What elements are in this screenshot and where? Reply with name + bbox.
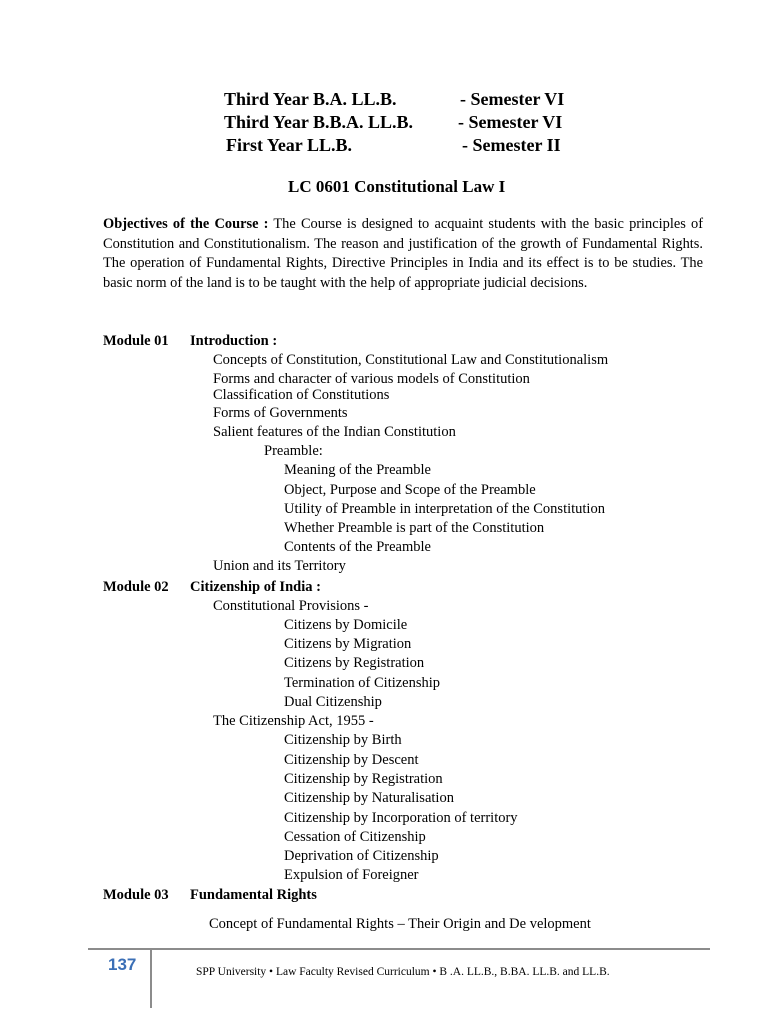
module-02-number: Module 02: [103, 579, 169, 595]
list-item: Citizens by Domicile: [284, 617, 408, 633]
preamble-label: Preamble:: [264, 443, 323, 459]
act-label: The Citizenship Act, 1955 -: [213, 713, 374, 729]
list-item: Deprivation of Citizenship: [284, 848, 439, 864]
page-number: 137: [108, 955, 137, 974]
list-item: Citizenship by Birth: [284, 732, 402, 748]
list-item: Expulsion of Foreigner: [284, 867, 419, 883]
module-02-title: Citizenship of India :: [190, 579, 321, 595]
semester-1: - Semester VI: [460, 89, 565, 109]
list-item: Contents of the Preamble: [284, 539, 431, 555]
objectives-paragraph: [103, 215, 703, 293]
footer-text: SPP University • Law Faculty Revised Curriculum • B .A. LL.B., B.BA. LL.B. and LL.B.: [196, 966, 610, 978]
list-item: Union and its Territory: [213, 558, 346, 574]
list-item: Citizenship by Descent: [284, 752, 419, 768]
list-item: Salient features of the Indian Constitution: [213, 424, 456, 440]
list-item: Termination of Citizenship: [284, 675, 441, 691]
semester-3: - Semester II: [462, 135, 561, 155]
course-year-1: Third Year B.A. LL.B.: [224, 89, 397, 109]
list-item: Classification of Constitutions: [213, 387, 390, 403]
list-item: Meaning of the Preamble: [284, 462, 431, 478]
semester-2: - Semester VI: [458, 112, 563, 132]
footer-divider: [88, 948, 710, 950]
list-item: Forms and character of various models of Constitution: [213, 371, 530, 387]
provisions-label: Constitutional Provisions -: [213, 598, 369, 614]
list-item: Concept of Fundamental Rights – Their Origin and De velopment: [209, 916, 591, 932]
module-01-title: Introduction :: [190, 333, 278, 349]
list-item: Whether Preamble is part of the Constitution: [284, 520, 545, 536]
list-item: Object, Purpose and Scope of the Preamble: [284, 482, 536, 498]
module-03-title: Fundamental Rights: [190, 887, 317, 903]
list-item: Utility of Preamble in interpretation of the Constitution: [284, 501, 605, 517]
list-item: Citizens by Migration: [284, 636, 412, 652]
module-01-number: Module 01: [103, 333, 169, 349]
list-item: Dual Citizenship: [284, 694, 382, 710]
list-item: Citizens by Registration: [284, 655, 425, 671]
list-item: Citizenship by Naturalisation: [284, 790, 454, 806]
list-item: Citizenship by Registration: [284, 771, 443, 787]
objectives-label: Objectives of the Course :: [103, 216, 269, 232]
module-03-number: Module 03: [103, 887, 169, 903]
list-item: Concepts of Constitution, Constitutional Law and Constitutionalism: [213, 352, 609, 368]
footer-vertical-divider: [150, 948, 152, 1008]
list-item: Citizenship by Incorporation of territory: [284, 810, 518, 826]
course-year-2: Third Year B.B.A. LL.B.: [224, 112, 414, 132]
list-item: Cessation of Citizenship: [284, 829, 426, 845]
objectives-text: The Course is designed to acquaint students with the basic principles of Constitution and Constitutionalism. The reason and justification of the growth of Fundamental Rights. The operation of Fundamental Rights, Directive Principles in India and its effect is to be studies. The basic norm of the land is to be taught with the help of appropriate judicial decisions.: [103, 216, 703, 291]
list-item: Forms of Governments: [213, 405, 348, 421]
course-year-3: First Year LL.B.: [226, 135, 352, 155]
course-title: LC 0601 Constitutional Law I: [288, 177, 506, 196]
